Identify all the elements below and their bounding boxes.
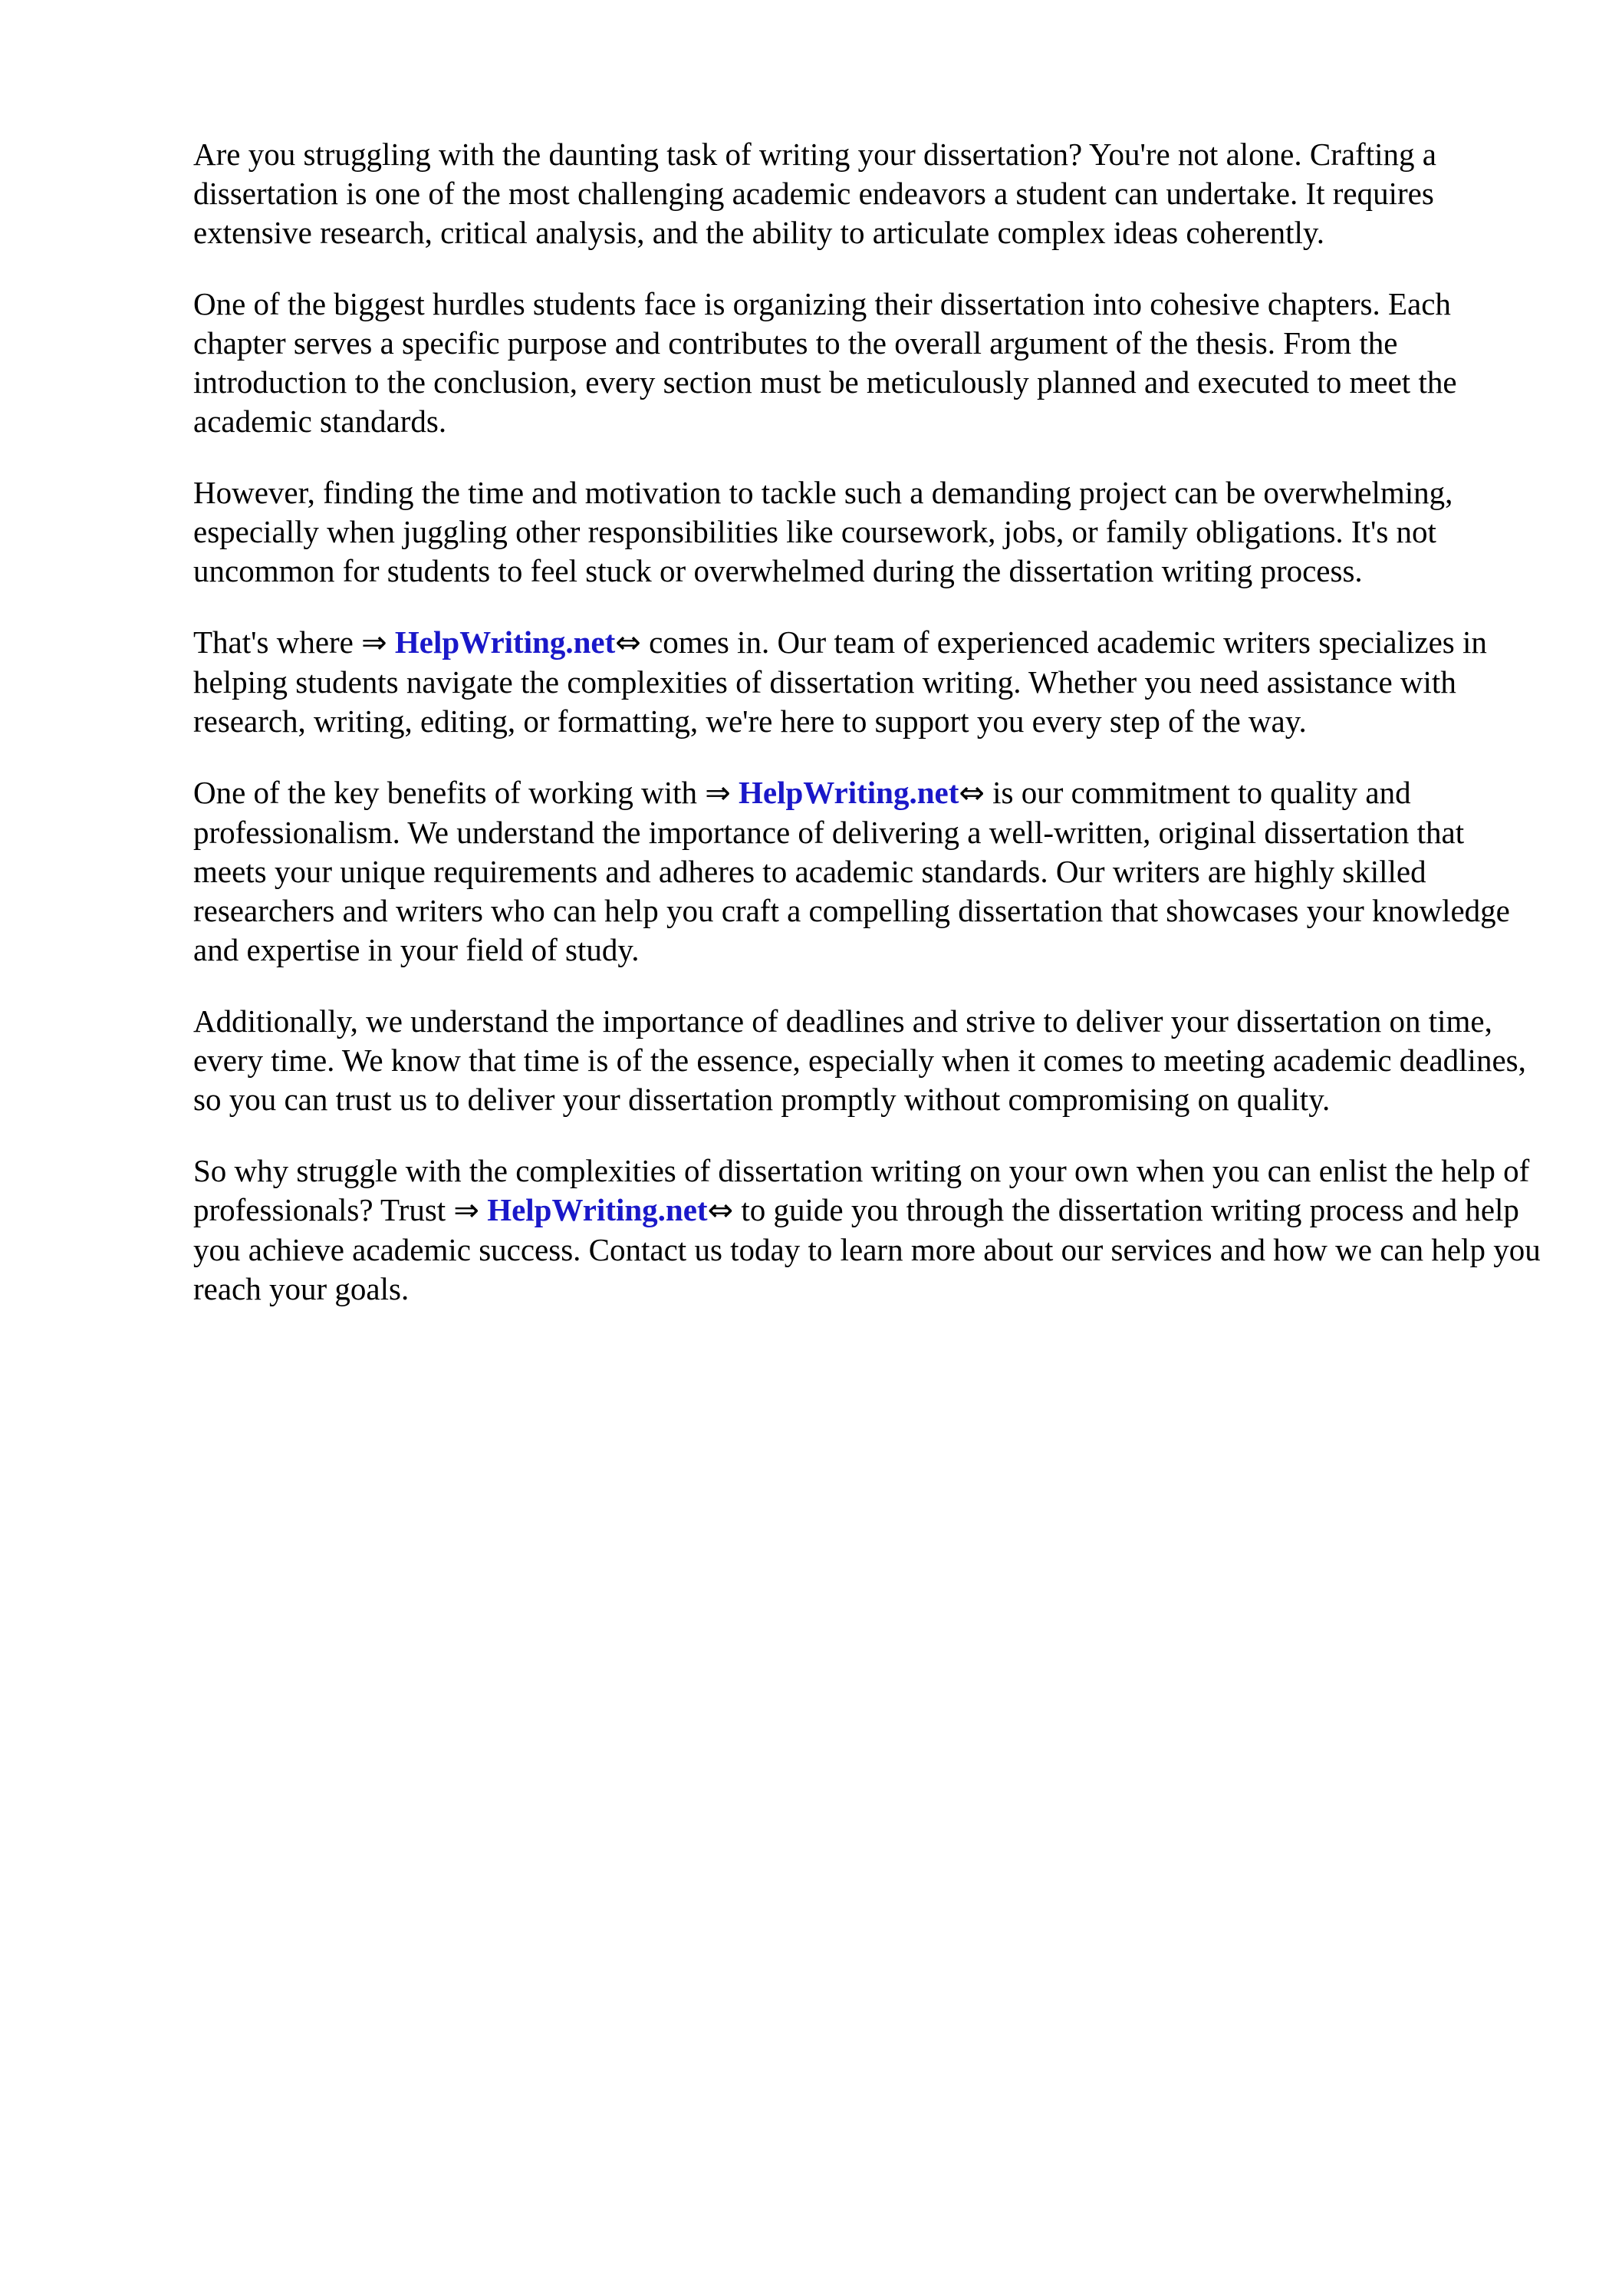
paragraph-intro: Are you struggling with the daunting task of writing your dissertation? You're not alone. Crafting a dissertation is one of the most challenging academic endeavors a student can undertake. It requires extensive research, critical analysis, and the ability to articulate complex ideas coherently. xyxy=(193,137,1436,250)
paragraph-text: That's where xyxy=(193,624,354,660)
helpwriting-link[interactable]: HelpWriting.net xyxy=(487,1192,708,1227)
paragraph-challenges: However, finding the time and motivation to tackle such a demanding project can be overwhelming, especially when juggling other responsibilities like coursework, jobs, or family obligations. It's not uncommon for students to feel stuck or overwhelmed during the dissertation writing process. xyxy=(193,475,1453,588)
paragraph-text: So why struggle with the complexities of dissertation writing on your own when you can enlist the help of professionals? Trust xyxy=(193,1153,1530,1227)
paragraph-chapters: One of the biggest hurdles students face is organizing their dissertation into cohesive chapters. Each chapter serves a specific purpose and contributes to the overall argument of the thesis. From the introduction to the conclusion, every section must be meticulously planned and executed to meet the academic standards. xyxy=(193,286,1457,439)
double-arrow-both-icon: ⇔ xyxy=(615,625,641,660)
helpwriting-link[interactable]: HelpWriting.net xyxy=(394,624,616,660)
paragraph-text: comes in. Our team of experienced academic writers specializes in helping students navigate the complexities of dissertation writing. Whether you need assistance with research, writing, editing, or formatting, we're here to support you every step of the way. xyxy=(193,624,1487,739)
double-arrow-right-icon: ⇒ xyxy=(453,1193,479,1228)
helpwriting-link[interactable]: HelpWriting.net xyxy=(739,775,959,810)
paragraph-benefits xyxy=(193,773,1543,970)
document-body xyxy=(193,135,1543,1341)
paragraph-text: is our commitment to quality and professionalism. We understand the importance of delivering a well-written, original dissertation that meets your unique requirements and adheres to academic standards. Our writers are highly skilled researchers and writers who can help you craft a compelling dissertation that showcases your knowledge and expertise in your field of study. xyxy=(193,775,1510,967)
double-arrow-both-icon: ⇔ xyxy=(959,776,985,811)
paragraph-service-intro xyxy=(193,623,1543,741)
paragraph-closing xyxy=(193,1151,1543,1309)
double-arrow-both-icon: ⇔ xyxy=(707,1193,734,1228)
double-arrow-right-icon: ⇒ xyxy=(705,776,731,811)
paragraph-deadlines: Additionally, we understand the importance of deadlines and strive to deliver your dissertation on time, every time. We know that time is of the essence, especially when it comes to meeting academic deadlines, so you can trust us to deliver your dissertation promptly without compromising on quality. xyxy=(193,1003,1526,1117)
paragraph-text: to guide you through the dissertation writing process and help you achieve academic success. Contact us today to learn more about our services and how we can help you reach your goals. xyxy=(193,1192,1541,1306)
paragraph-text: One of the key benefits of working with xyxy=(193,775,697,810)
double-arrow-right-icon: ⇒ xyxy=(361,625,387,660)
